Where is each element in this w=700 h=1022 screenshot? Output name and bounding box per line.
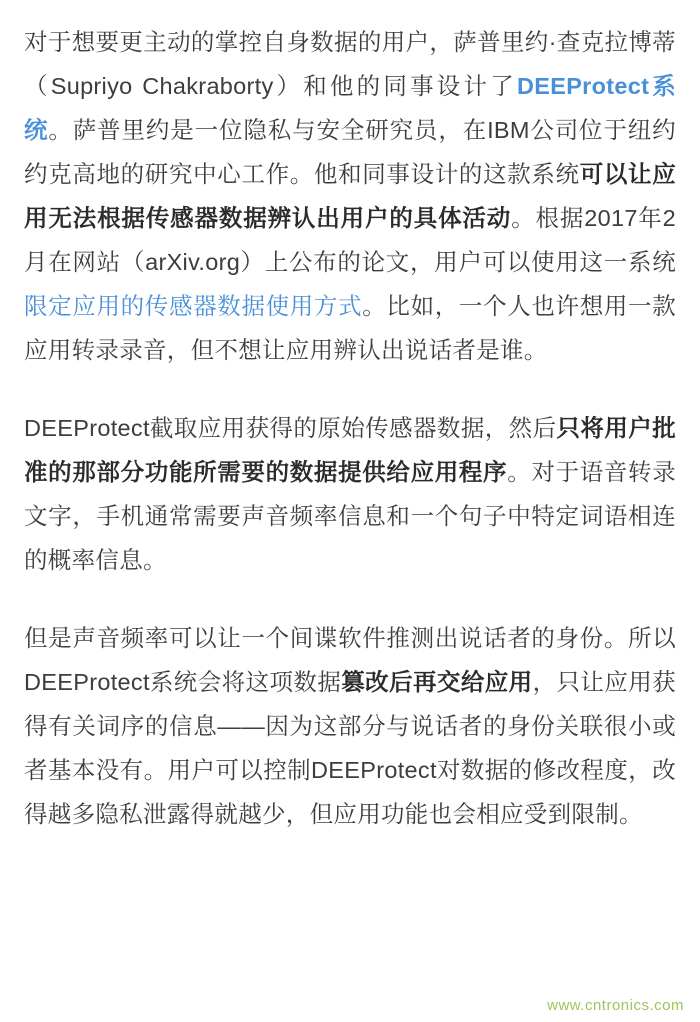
highlighted-term: DEEProtect系统	[24, 73, 676, 143]
body-text: 。萨普里约是一位隐私与安全研究员，在IBM公司位于纽约约克高地的研究中心工作。他和同事设计的这款系统	[24, 117, 676, 187]
emphasis-text: 只将用户批准的那部分功能所需要的数据提供给应用程序	[24, 415, 676, 485]
body-text: 但是声音频率可以让一个间谍软件推测出说话者的身份。所以DEEProtect系统会将这项数据	[24, 625, 676, 695]
highlighted-phrase: 限定应用的传感器数据使用方式	[24, 293, 363, 319]
emphasis-text: 篡改后再交给应用	[341, 669, 533, 695]
body-text: DEEProtect截取应用获得的原始传感器数据，然后	[24, 415, 557, 441]
paragraph-1	[24, 20, 676, 372]
paragraph-2	[24, 406, 676, 582]
paragraph-3	[24, 616, 676, 836]
body-text: 。对于语音转录文字，手机通常需要声音频率信息和一个句子中特定词语相连的概率信息。	[24, 459, 677, 573]
body-text: ，只让应用获得有关词序的信息——因为这部分与说话者的身份关联很小或者基本没有。用户可以控制DEEProtect对数据的修改程度，改得越多隐私泄露得就越少，但应用功能也会相应受到限制。	[24, 669, 676, 827]
body-text: 。根据2017年2月在网站（arXiv.org）上公布的论文，用户可以使用这一系统	[24, 205, 676, 275]
body-text: 对于想要更主动的掌控自身数据的用户，萨普里约·查克拉博蒂（Supriyo Chakraborty）和他的同事设计了	[24, 29, 676, 99]
emphasis-text: 可以让应用无法根据传感器数据辨认出用户的具体活动	[24, 161, 677, 231]
body-text: 。比如，一个人也许想用一款应用转录录音，但不想让应用辨认出说话者是谁。	[24, 293, 676, 363]
site-watermark: www.cntronics.com	[547, 997, 684, 1014]
